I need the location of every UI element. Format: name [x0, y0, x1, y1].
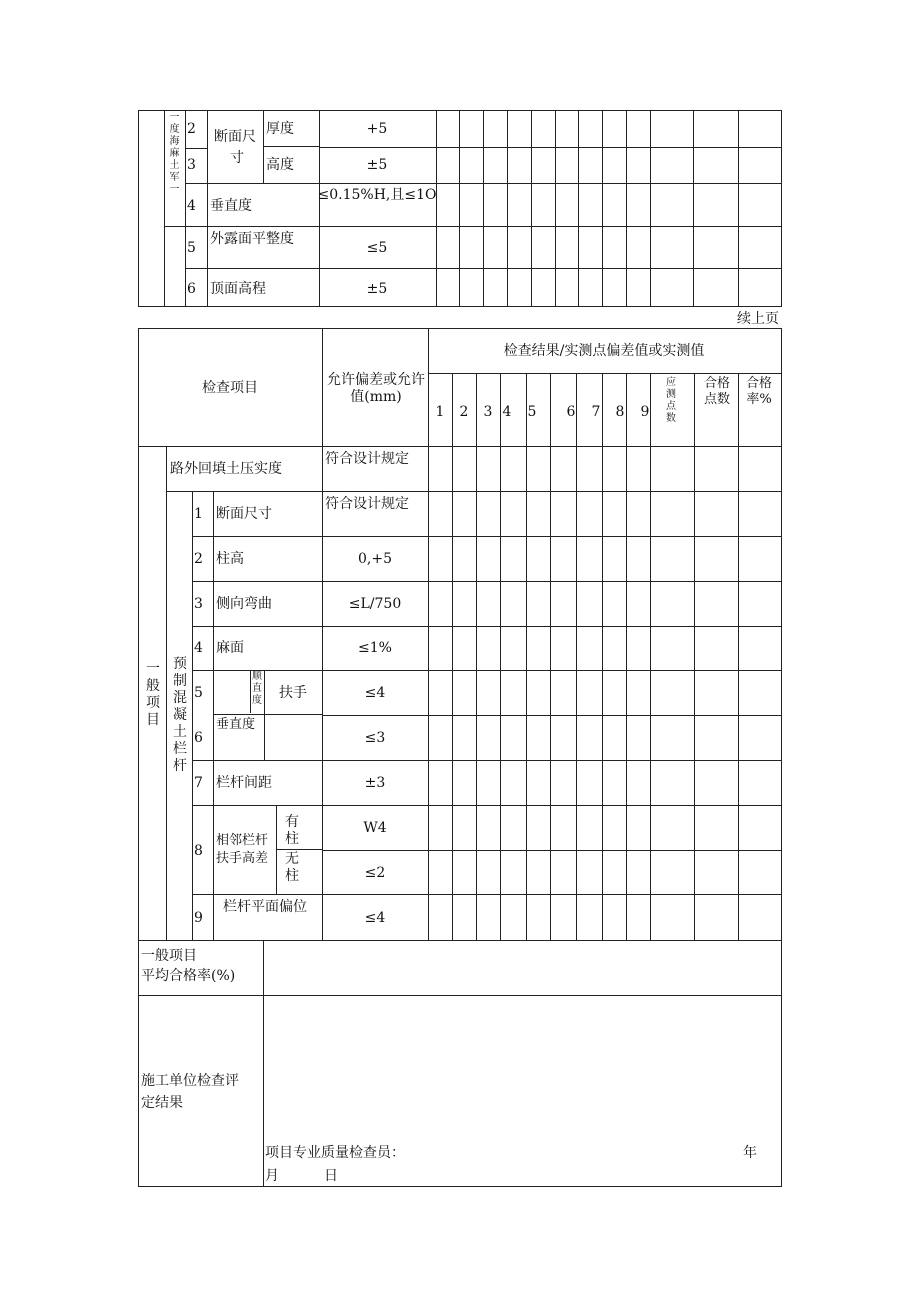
row-5-tolerance: ≤4 — [364, 685, 386, 701]
top-verticality-label: 垂直度 — [210, 198, 252, 214]
row-3-number: 3 — [194, 596, 203, 612]
row-5-number: 5 — [194, 685, 203, 701]
header-tolerance: 允许偏差或允许值(mm) — [327, 372, 425, 405]
top-thickness-tolerance: +5 — [366, 121, 388, 137]
row-6-verticality-label: 垂直度 — [216, 717, 256, 732]
top-height-tolerance: ±5 — [366, 157, 388, 173]
row-9-item: 栏杆平面偏位 — [223, 899, 307, 915]
backfill-compaction-tolerance: 符合设计规定 — [325, 451, 409, 467]
precast-railing-label: 预制混凝土栏杆 — [173, 656, 187, 774]
row-9-number: 9 — [194, 910, 203, 926]
top-row-2-number: 2 — [187, 121, 196, 137]
row-9-tolerance: ≤4 — [364, 910, 386, 926]
row-2-tolerance: 0,+5 — [358, 551, 392, 567]
header-pass-rate: 合格率% — [745, 376, 772, 407]
top-thickness-label: 厚度 — [266, 121, 294, 137]
top-verticality-tolerance: ≤0.15%H,且≤1O — [317, 187, 437, 203]
header-check-items: 检查项目 — [202, 380, 258, 396]
row-1-item: 断面尺寸 — [216, 506, 272, 522]
row-7-tolerance: ±3 — [364, 775, 386, 791]
row-4-item: 麻面 — [216, 640, 244, 656]
row-3-tolerance: ≤L/750 — [348, 596, 402, 612]
header-col-4: 4 — [502, 404, 512, 420]
construction-unit-result-line2: 定结果 — [141, 1095, 183, 1111]
continued-note: 续上页 — [737, 311, 779, 327]
header-col-1: 1 — [435, 404, 445, 420]
top-flatness-tolerance: ≤5 — [366, 240, 388, 256]
top-section-size-label-b: 寸 — [230, 150, 244, 166]
header-col-9: 9 — [640, 404, 650, 420]
avg-pass-rate-label-line1: 一般项目 — [141, 948, 197, 964]
top-row-5-number: 5 — [187, 240, 196, 256]
row-8-without-post-label: 无柱 — [285, 851, 299, 884]
avg-pass-rate-label-line2: 平均合格率(%) — [141, 968, 236, 984]
header-col-2: 2 — [459, 404, 469, 420]
top-surface-flatness-label: 外露面平整度 — [210, 231, 294, 247]
row-8-without-post-tolerance: ≤2 — [364, 865, 386, 881]
top-top-elevation-label: 顶面高程 — [210, 281, 266, 297]
quality-inspector-label: 项目专业质量检查员： — [265, 1145, 405, 1161]
header-col-5: 5 — [527, 404, 537, 420]
top-section-size-label-a: 断面尺 — [214, 129, 256, 145]
general-items-label: 一般项目 — [146, 661, 160, 728]
date-year-label: 年 — [743, 1145, 757, 1161]
row-8-with-post-tolerance: W4 — [363, 820, 387, 836]
row-6-tolerance: ≤3 — [364, 730, 386, 746]
header-col-8: 8 — [615, 404, 625, 420]
date-day-label: 日 — [324, 1168, 338, 1184]
date-month-label: 月 — [265, 1168, 279, 1184]
row-1-tolerance: 符合设计规定 — [325, 496, 409, 512]
row-2-item: 柱高 — [216, 551, 244, 567]
backfill-compaction-label: 路外回填土压实度 — [170, 461, 282, 477]
top-row-3-number: 3 — [187, 157, 196, 173]
row-5-handrail-label: 扶手 — [279, 685, 307, 701]
header-results: 检查结果/实测点偏差值或实测值 — [503, 343, 705, 359]
header-points-to-measure: 应测点数 — [666, 377, 676, 424]
row-7-item: 栏杆间距 — [216, 775, 272, 791]
top-elevation-tolerance: ±5 — [366, 281, 388, 297]
row-2-number: 2 — [194, 551, 203, 567]
construction-unit-result-line1: 施工单位检查评 — [141, 1073, 239, 1089]
row-8-item-line1: 相邻栏杆 — [216, 833, 269, 848]
row-3-item: 侧向弯曲 — [216, 596, 272, 612]
row-8-number: 8 — [194, 843, 203, 859]
row-4-number: 4 — [194, 640, 203, 656]
row-8-item-line2: 扶手高差 — [216, 851, 269, 866]
row-4-tolerance: ≤1% — [358, 640, 392, 656]
row-6-number: 6 — [194, 730, 203, 746]
top-row-4-number: 4 — [187, 198, 196, 214]
top-row-6-number: 6 — [187, 281, 196, 297]
header-col-3: 3 — [483, 404, 493, 420]
header-col-7: 7 — [591, 404, 601, 420]
row-1-number: 1 — [194, 506, 203, 522]
top-group-label: 一度海麻土军一 — [169, 112, 180, 195]
top-height-label: 高度 — [266, 157, 294, 173]
header-col-6: 6 — [566, 404, 576, 420]
row-5-verticality-sublabel: 顺直度 — [252, 671, 262, 706]
header-pass-points: 合格点数 — [703, 376, 730, 407]
row-8-with-post-label: 有柱 — [285, 814, 299, 847]
row-7-number: 7 — [194, 775, 203, 791]
